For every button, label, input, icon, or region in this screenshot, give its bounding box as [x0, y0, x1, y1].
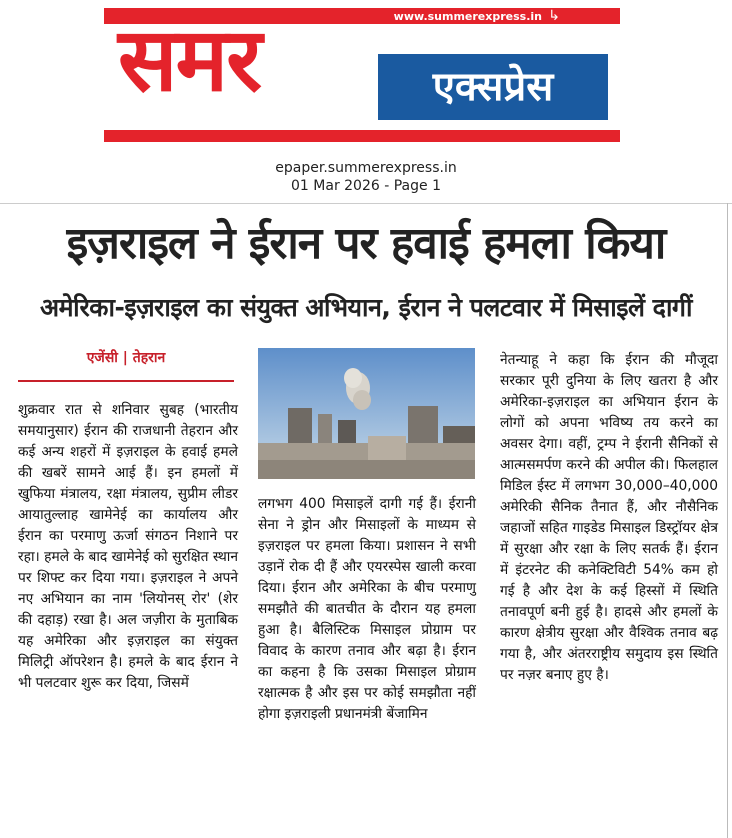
article-column-3: नेतन्याहू ने कहा कि ईरान की मौजूदा सरकार पूरी दुनिया के लिए खतरा है और अमेरिका-इज़राइल का अभियान ईरान के लोगों को अपना भविष्य तय करने का अवसर देगा। वहीं, ट्रम्प ने ईरानी सैनिकों से आत्मसमर्पण करने की अपील की। फिलहाल मिडिल ईस्ट में लगभग 30,000–40,000 अमेरिकी सैनिक तैनात हैं, और नौसैनिक जहाजों सहित गाइडेड मिसाइल डिस्ट्रॉयर क्षेत्र में सुरक्षा और रक्षा के लिए सतर्क हैं। ईरान में इंटरनेट की कनेक्टिविटी 54% कम हो गई है और देश के कई हिस्सों में स्थिति तनावपूर्ण बनी हुई है। हादसे और हमलों के कारण क्षेत्रीय सुरक्षा और वैश्विक तनाव बढ़ गया है, और अंतरराष्ट्रीय समुदाय इस स्थिति पर नज़र बनाए हुए है।: [500, 352, 718, 683]
photo-illustration: [258, 348, 475, 479]
top-divider: [0, 203, 732, 204]
brand-hindi-main: समर: [118, 8, 261, 111]
edition-date-page: 01 Mar 2026 - Page 1: [291, 178, 441, 194]
edition-url: epaper.summerexpress.in: [275, 160, 457, 176]
byline: एजेंसी | तेहरान: [86, 350, 166, 366]
city-smoke-photo-icon: [258, 348, 475, 479]
headline: इज़राइल ने ईरान पर हवाई हमला किया: [66, 218, 666, 269]
subheadline: अमेरिका-इज़राइल का संयुक्त अभियान, ईरान ने पलटवार में मिसाइलें दागीं: [40, 293, 692, 322]
article-column-2: लगभग 400 मिसाइलें दागी गई हैं। ईरानी सेना ने ड्रोन और मिसाइलों के माध्यम से इज़राइल पर हमला किया। प्रशासन ने सभी उड़ानें रोक दी हैं और एयरस्पेस खाली करवा दिया। ईरान और अमेरिका के बीच परमाणु समझौते की बातचीत के दौरान यह हमला हुआ है। बैलिस्टिक मिसाइल प्रोग्राम पर विवाद के कारण तनाव और बढ़ा है। ईरान का कहना है कि उसका मिसाइल प्रोग्राम रक्षात्मक है और इस पर कोई समझौता नहीं होगा इज़राइली प्रधानमंत्री बेंजामिन: [258, 496, 476, 722]
website-link[interactable]: www.summerexpress.in: [393, 10, 542, 23]
masthead: [104, 8, 620, 142]
brand-hindi-sub: एक्सप्रेस: [378, 54, 608, 120]
article-column-1: शुक्रवार रात से शनिवार सुबह (भारतीय समयानुसार) ईरान की राजधानी तेहरान और कई अन्य शहरों में इज़राइल के हवाई हमले की खबरें सामने आई हैं। इन हमलों में खुफिया मंत्रालय, रक्षा मंत्रालय, सुप्रीम लीडर आयातुल्लाह खामेनेई का कार्यालय और ईरान का परमाणु ऊर्जा संगठन निशाने पर रहा। हमले के बाद खामेनेई को सुरक्षित स्थान पर शिफ्ट कर दिया गया। इज़राइल ने अपने नए अभियान का नाम 'लियोनस् रोर' (शेर की दहाड़) रखा है। अल जज़ीरा के मुताबिक यह अमेरिका और इज़राइल का संयुक्त मिलिट्री ऑपरेशन है। हमले के बाद ईरान ने भी पलटवार शुरू कर दिया, जिसमें: [18, 402, 238, 691]
cursor-icon: ↳: [548, 8, 560, 24]
byline-rule: [18, 380, 234, 382]
